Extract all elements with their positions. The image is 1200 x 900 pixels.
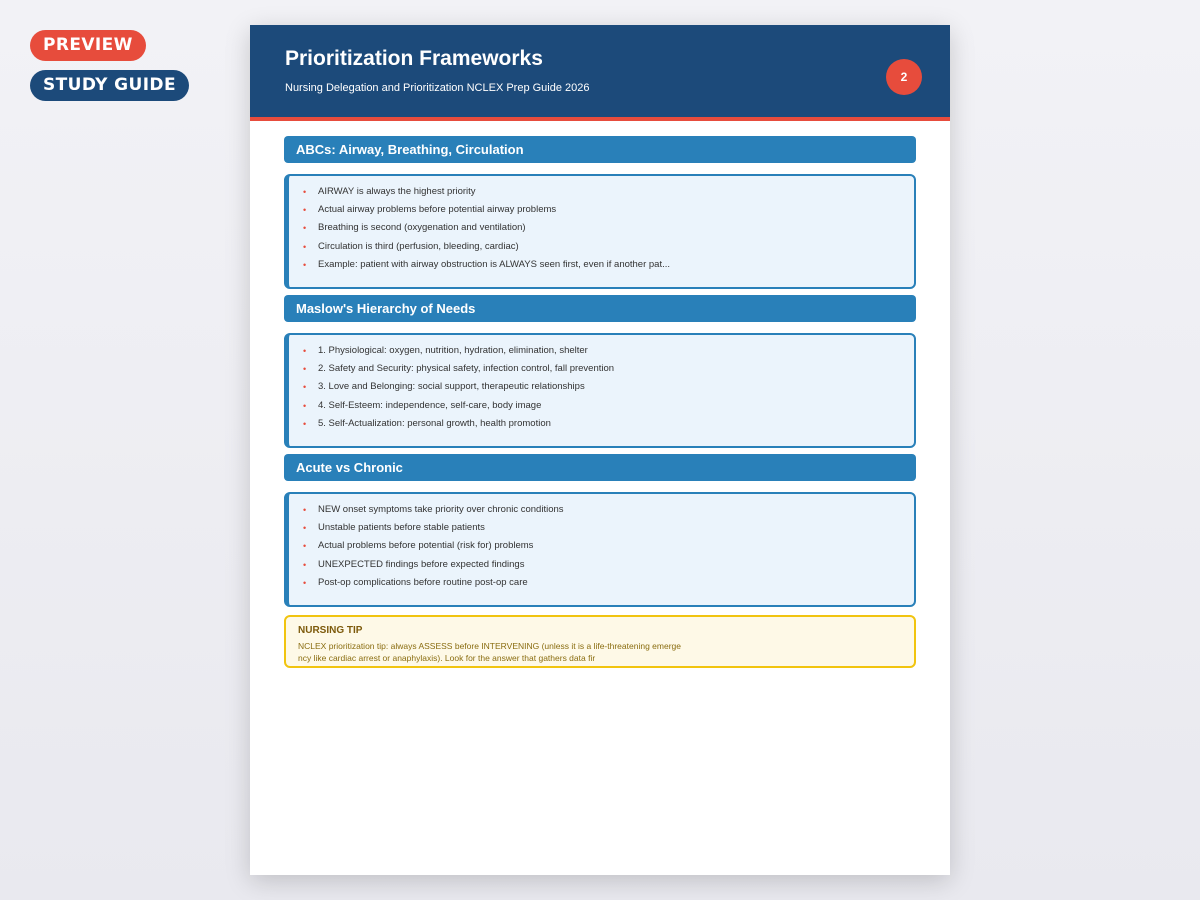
list-item-text: 2. Safety and Security: physical safety, infection control, fall prevention — [318, 363, 615, 375]
tip-label: NURSING TIP — [298, 625, 363, 637]
page-title: Prioritization Frameworks — [285, 47, 543, 70]
bullet-icon: • — [303, 559, 307, 570]
page-number-badge: 2 — [886, 59, 922, 95]
list-item-text: Breathing is second (oxygenation and ventilation) — [318, 222, 526, 234]
list-item — [299, 378, 904, 396]
list-item-text: Circulation is third (perfusion, bleeding, cardiac) — [318, 240, 519, 252]
list-item — [299, 183, 904, 201]
list-item-text: AIRWAY is always the highest priority — [318, 186, 476, 197]
page-content — [250, 121, 950, 668]
list-item-text: Example: patient with airway obstruction is ALWAYS seen first, even if another pat... — [318, 258, 671, 270]
list-item-text: UNEXPECTED findings before expected findings — [318, 558, 525, 570]
bullet-icon: • — [303, 259, 307, 270]
list-item — [299, 397, 904, 415]
tip-text: NCLEX prioritization tip: always ASSESS before INTERVENING (unless it is a life-threatening emergency like cardiac arrest or anaphylaxis). Look for the answer that gathers data fir — [298, 641, 681, 664]
bullet-list — [299, 183, 904, 274]
list-item-text: 3. Love and Belonging: social support, therapeutic relationships — [318, 381, 585, 393]
list-item-text: Actual airway problems before potential airway problems — [318, 204, 557, 216]
bullet-icon: • — [303, 364, 307, 375]
list-item-text: NEW onset symptoms take priority over chronic conditions — [318, 504, 564, 516]
list-item — [299, 415, 904, 433]
bullet-list — [299, 342, 904, 433]
nursing-tip-callout — [284, 615, 916, 668]
section-heading-abcs: ABCs: Airway, Breathing, Circulation — [284, 136, 916, 163]
list-item — [299, 501, 904, 519]
list-item — [299, 256, 904, 274]
section-box-abcs — [284, 174, 916, 289]
bullet-list — [299, 501, 904, 592]
study-guide-badge: STUDY GUIDE — [30, 70, 189, 101]
page-subtitle: Nursing Delegation and Prioritization NCLEX Prep Guide 2026 — [285, 82, 590, 94]
bullet-icon: • — [303, 418, 307, 429]
list-item-text: 5. Self-Actualization: personal growth, health promotion — [318, 417, 551, 429]
bullet-icon: • — [303, 523, 307, 534]
bullet-icon: • — [303, 187, 307, 197]
list-item — [299, 342, 904, 360]
bullet-icon: • — [303, 541, 307, 552]
list-item — [299, 360, 904, 378]
bullet-icon: • — [303, 577, 307, 588]
preview-badge: PREVIEW — [30, 30, 146, 61]
bullet-icon: • — [303, 205, 307, 216]
document-page — [250, 25, 950, 875]
bullet-icon: • — [303, 382, 307, 393]
bullet-icon: • — [303, 241, 307, 252]
list-item-text: Post-op complications before routine post-op care — [318, 576, 528, 588]
list-item — [299, 574, 904, 592]
list-item — [299, 201, 904, 219]
list-item — [299, 238, 904, 256]
list-item-text: 1. Physiological: oxygen, nutrition, hydration, elimination, shelter — [318, 345, 588, 357]
section-heading-maslow: Maslow's Hierarchy of Needs — [284, 295, 916, 322]
list-item-text: 4. Self-Esteem: independence, self-care, body image — [318, 399, 542, 411]
section-box-maslow — [284, 333, 916, 448]
section-box-acute-vs-chronic — [284, 492, 916, 607]
bullet-icon: • — [303, 346, 307, 357]
bullet-icon: • — [303, 505, 307, 516]
section-heading-acute-vs-chronic: Acute vs Chronic — [284, 454, 916, 481]
page-header — [250, 25, 950, 121]
list-item-text: Actual problems before potential (risk for) problems — [318, 540, 534, 552]
bullet-icon: • — [303, 223, 307, 234]
list-item — [299, 537, 904, 555]
list-item-text: Unstable patients before stable patients — [318, 522, 485, 534]
list-item — [299, 219, 904, 237]
bullet-icon: • — [303, 400, 307, 411]
list-item — [299, 556, 904, 574]
list-item — [299, 519, 904, 537]
